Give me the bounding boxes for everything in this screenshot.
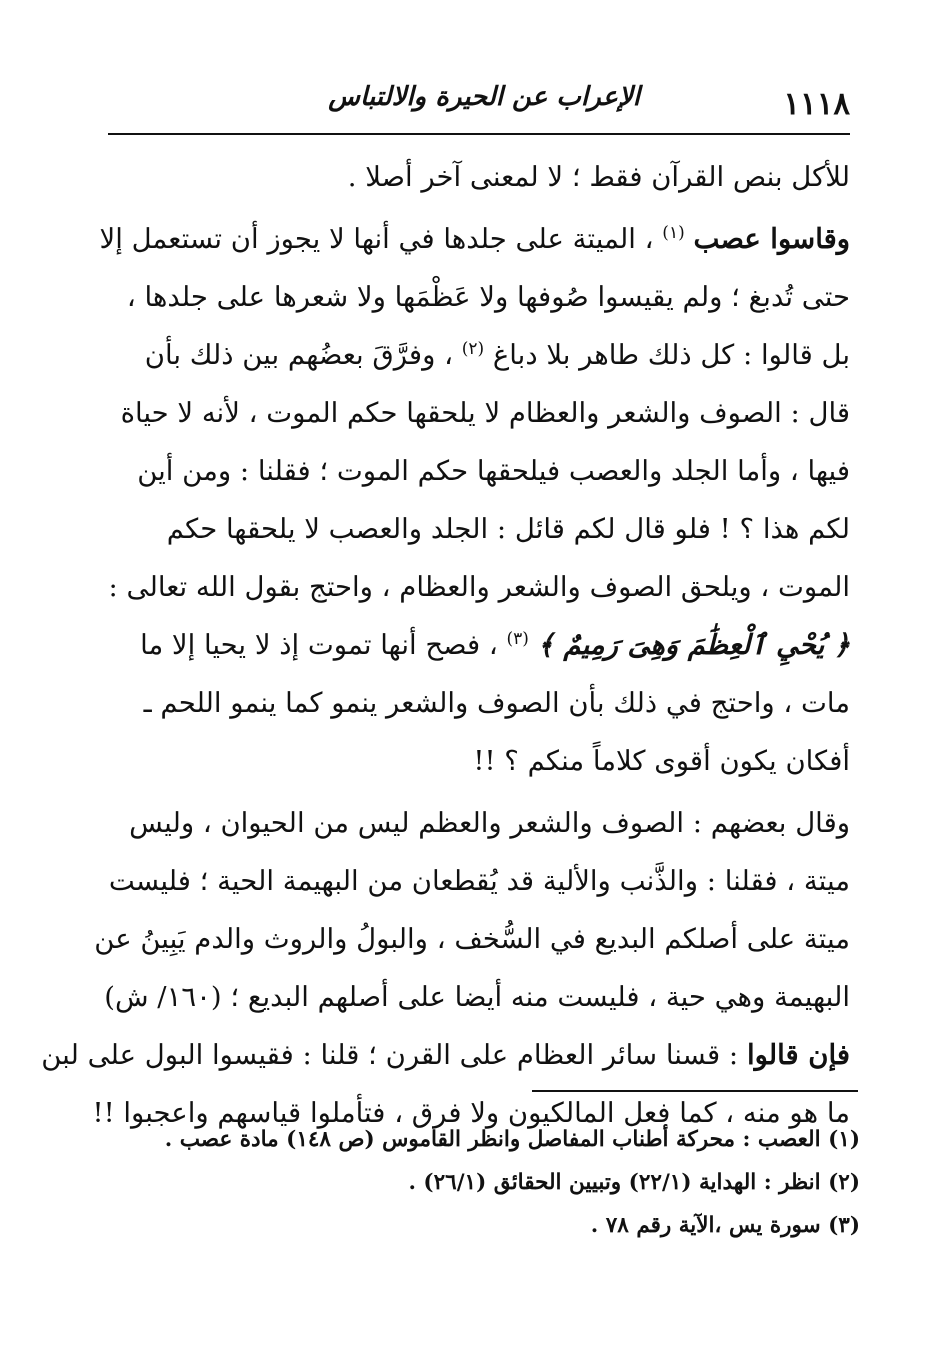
text-line: وقاسوا عصب $^{(١)}$ ، الميتة على جلدها في أنها لا يجوز أن تستعمل إلا — [99, 222, 850, 255]
footnote-ref-3: (٣) — [506, 628, 529, 649]
text-line: لكم هذا ؟ ! فلو قال لكم قائل : الجلد والعصب لا يلحقها حكم — [166, 513, 850, 545]
text-line: ﴿ يُحْيِ ٱلْعِظَٰمَ وَهِىَ رَمِيمٌ ﴾ $^{(٣)}$ ، فصح أنها تموت إذ لا يحيا إلا ما — [140, 628, 850, 661]
footnote-ref-1: (١) — [662, 222, 685, 243]
running-title: الإعراب عن الحيرة والالتباس — [328, 82, 640, 112]
text-line: قال : الصوف والشعر والعظام لا يلحقها حكم الموت ، لأنه لا حياة — [120, 397, 850, 429]
text-line: مات ، واحتج في ذلك بأن الصوف والشعر ينمو كما ينمو اللحم ـ — [143, 687, 850, 719]
text-line: ميتة ، فقلنا : والذَّنب والألية قد يُقطعان من البهيمة الحية ؛ فليست — [108, 865, 850, 897]
page-header — [110, 78, 850, 128]
footnote-divider — [532, 1090, 858, 1092]
quran-verse: ﴿ يُحْيِ ٱلْعِظَٰمَ وَهِىَ رَمِيمٌ ﴾ — [537, 629, 850, 661]
footnote-3: (٣) سورة يس ،الآية رقم ٧٨ . — [590, 1213, 860, 1238]
text-line: حتى تُدبغ ؛ ولم يقيسوا صُوفها ولا عَظْمَها ولا شعرها على جلدها ، — [126, 281, 850, 313]
main-text — [41, 148, 850, 1142]
footnote-1: (١) العصب : محركة أطناب المفاصل وانظر القاموس (ص ١٤٨) مادة عصب . — [164, 1127, 860, 1152]
header-divider — [108, 133, 850, 135]
text-line: أفكان يكون أقوى كلاماً منكم ؟ !! — [473, 745, 850, 777]
text-line: للأكل بنص القرآن فقط ؛ لا لمعنى آخر أصلا . — [347, 161, 850, 193]
footnotes — [110, 1118, 860, 1247]
text-line: وقال بعضهم : الصوف والشعر والعظم ليس من الحيوان ، وليس — [129, 807, 850, 839]
text-line: الموت ، ويلحق الصوف والشعر والعظام ، واحتج بقول الله تعالى : — [108, 571, 850, 603]
text-line: ميتة على أصلكم البديع في السُّخف ، والبولُ والروث والدم يَبِينُ عن — [94, 923, 850, 955]
text-line: فيها ، وأما الجلد والعصب فيلحقها حكم الموت ؛ فقلنا : ومن أين — [137, 455, 850, 487]
text-line: بل قالوا : كل ذلك طاهر بلا دباغ $^{(٢)}$ ، وفرَّقَ بعضُهم بين ذلك بأن — [144, 338, 850, 371]
footnote-ref-2: (٢) — [461, 338, 485, 359]
text-line: ما هو منه ، كما فعل المالكيون ولا فرق ، فتأملوا قياسهم واعجبوا !! — [92, 1097, 850, 1129]
page-number: ١١١٨ — [783, 86, 850, 122]
footnote-2: (٢) انظر : الهداية (٢٢/١) وتبيين الحقائق (٢٦/١) . — [408, 1170, 860, 1195]
text-line: البهيمة وهي حية ، فليست منه أيضا على أصلهم البديع ؛ (١٦٠/ ش) — [104, 981, 850, 1013]
text-line: فإن قالوا : قسنا سائر العظام على القرن ؛ قلنا : فقيسوا البول على لبن — [41, 1039, 850, 1071]
